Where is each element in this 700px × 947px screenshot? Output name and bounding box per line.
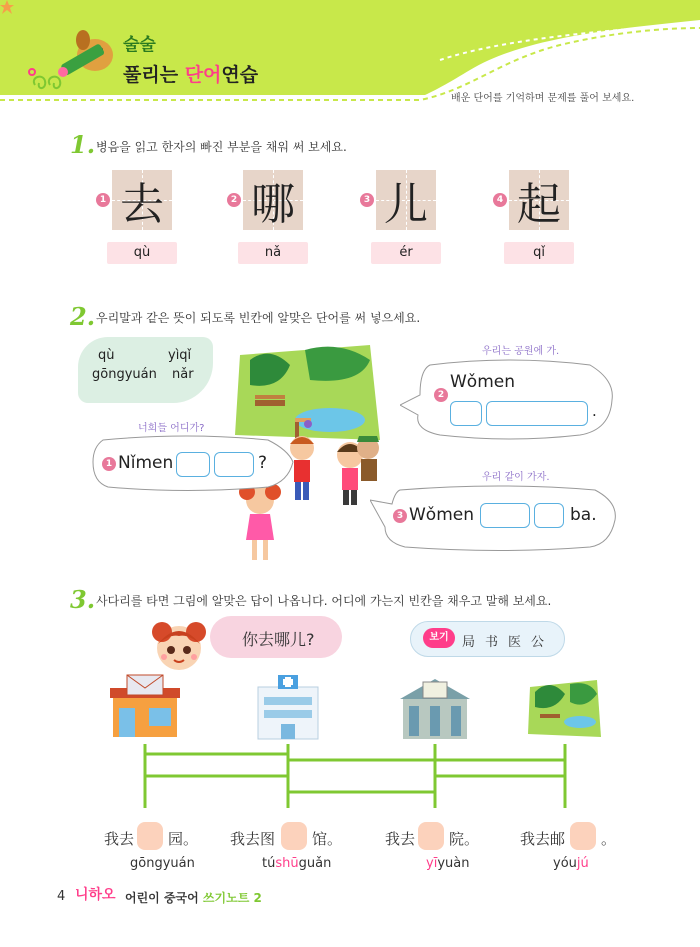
ladder-diagram	[140, 742, 580, 810]
bubble-caption: 우리는 공원에 가.	[482, 346, 560, 357]
sentence-pinyin: túshūguǎn	[262, 856, 332, 871]
section1-instruction: 병음을 읽고 한자의 빠진 부분을 채워 써 보세요.	[96, 140, 347, 154]
answer-blank[interactable]	[486, 401, 588, 426]
section2-number: 2.	[70, 302, 96, 331]
word-bank-item: nǎr	[172, 367, 194, 382]
sentence-prefix: 我去	[385, 830, 416, 848]
section2-instruction: 우리말과 같은 뜻이 되도록 빈칸에 알맞은 단어를 써 넣으세요.	[96, 311, 421, 325]
hospital-icon	[248, 672, 328, 742]
footer-logo: 니하오	[75, 887, 116, 903]
bubble-number: 3	[393, 509, 407, 523]
header-title-main: 풀리는 단어연습	[123, 64, 259, 86]
pinyin-label: ér	[371, 242, 441, 264]
bubble-end: .	[592, 402, 597, 420]
girl-face-icon	[148, 612, 210, 674]
answer-blank[interactable]	[214, 452, 254, 477]
sentence-pinyin: yóujú	[553, 856, 589, 871]
sentence-prefix: 我去	[104, 830, 135, 848]
bubble-caption: 우리 같이 가자.	[482, 472, 550, 483]
example-words: 局书医公	[462, 635, 555, 650]
footer-book-title: 어린이 중국어 쓰기노트 2	[125, 891, 262, 905]
item-number: 1	[96, 193, 110, 207]
answer-blank[interactable]	[137, 822, 163, 850]
answer-blank[interactable]	[534, 503, 564, 528]
item-number: 4	[493, 193, 507, 207]
example-tag: 보기	[423, 628, 455, 648]
sentence-suffix: 园。	[168, 830, 199, 848]
sentence-pinyin: gōngyuán	[130, 856, 195, 871]
bubble-end: ba.	[570, 505, 597, 525]
bubble-text: Wǒmen	[409, 505, 475, 525]
answer-blank[interactable]	[570, 822, 596, 850]
answer-blank[interactable]	[418, 822, 444, 850]
sentence-prefix: 我去邮	[520, 830, 566, 848]
bubble-caption: 너희들 어디가?	[138, 423, 205, 434]
section3-instruction: 사다리를 타면 그림에 알맞은 답이 나옵니다. 어디에 가는지 빈칸을 채우고 말해 보세요.	[96, 594, 552, 608]
page-number: 4	[57, 889, 66, 904]
section1-number: 1.	[70, 130, 96, 159]
sentence-pinyin: yīyuàn	[426, 856, 470, 871]
sentence-suffix: 院。	[449, 830, 480, 848]
speech-bubble	[400, 355, 620, 445]
answer-blank[interactable]	[450, 401, 482, 426]
park-icon	[525, 672, 605, 742]
hanzi-box[interactable]: 起	[509, 170, 569, 230]
hanzi-box[interactable]: 去	[112, 170, 172, 230]
word-bank-item: yìqǐ	[168, 348, 192, 363]
sentence-suffix: 馆。	[312, 830, 343, 848]
post-office-icon	[105, 670, 185, 742]
bubble-end: ?	[258, 453, 268, 473]
sentence-suffix: 。	[601, 830, 617, 848]
bubble-number: 1	[102, 457, 116, 471]
hanzi-box[interactable]: 儿	[376, 170, 436, 230]
page-header	[0, 0, 700, 110]
pinyin-label: qù	[107, 242, 177, 264]
bubble-text: Nǐmen	[118, 453, 174, 473]
item-number: 3	[360, 193, 374, 207]
library-icon	[395, 674, 475, 742]
header-subtitle: 배운 단어를 기억하며 문제를 풀어 보세요.	[451, 93, 635, 104]
pinyin-label: nǎ	[238, 242, 308, 264]
answer-blank[interactable]	[480, 503, 530, 528]
question-text: 你去哪儿?	[242, 630, 315, 649]
section3-number: 3.	[70, 585, 96, 614]
answer-blank[interactable]	[281, 822, 307, 850]
pinyin-label: qǐ	[504, 242, 574, 264]
word-bank-item: gōngyuán	[92, 367, 157, 382]
word-bank-item: qù	[98, 348, 115, 363]
hanzi-box[interactable]: 哪	[243, 170, 303, 230]
item-number: 2	[227, 193, 241, 207]
star-icon	[0, 0, 14, 14]
answer-blank[interactable]	[176, 452, 210, 477]
bubble-number: 2	[434, 388, 448, 402]
bubble-text: Wǒmen	[450, 372, 516, 392]
header-title-small: 술술	[123, 35, 156, 55]
sentence-prefix: 我去图	[230, 830, 276, 848]
